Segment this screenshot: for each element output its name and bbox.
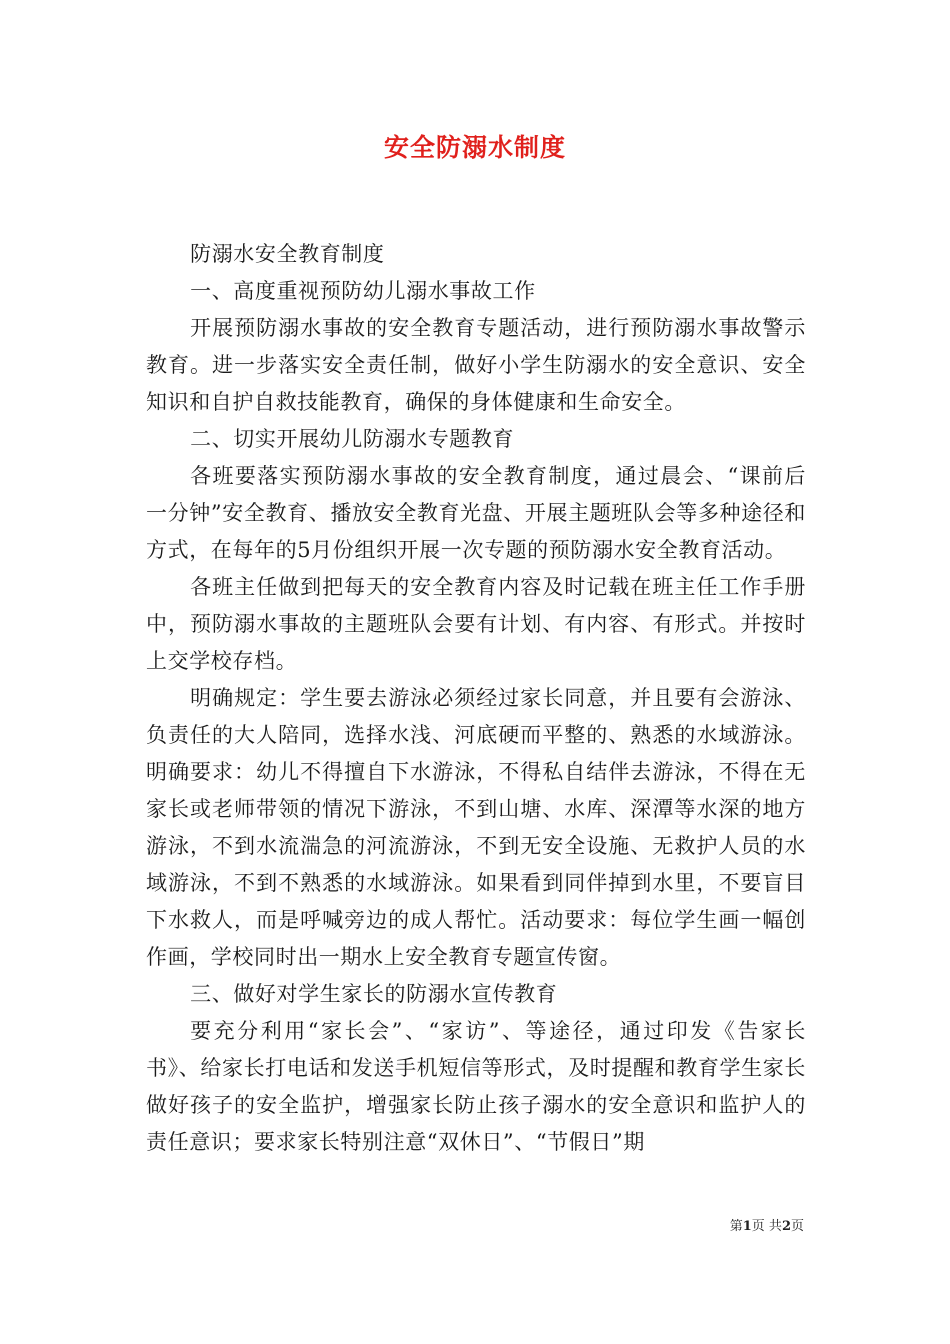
paragraph: 各班主任做到把每天的安全教育内容及时记载在班主任工作手册中，预防溺水事故的主题班队会要有计划、有内容、有形式。并按时上交学校存档。 <box>146 575 806 673</box>
paragraph: 明确规定：学生要去游泳必须经过家长同意，并且要有会游泳、负责任的大人陪同，选择水浅、河底硬而平整的、熟悉的水域游泳。明确要求：幼儿不得擅自下水游泳，不得私自结伴去游泳，不得在无家长或老师带领的情况下游泳，不到山塘、水库、深潭等水深的地方游泳，不到水流湍急的河流游泳，不到无安全设施、无救护人员的水域游泳，不到不熟悉的水域游泳。如果看到同伴掉到水里，不要盲目下水救人，而是呼喊旁边的成人帮忙。活动要求：每位学生画一幅创作画，学校同时出一期水上安全教育专题宣传窗。 <box>146 686 806 969</box>
paragraph: 要充分利用“家长会”、“家访”、等途径，通过印发《告家长书》、给家长打电话和发送手机短信等形式，及时提醒和教育学生家长做好孩子的安全监护，增强家长防止孩子溺水的安全意识和监护人的责任意识；要求家长特别注意“双休日”、“节假日”期 <box>146 1019 806 1154</box>
section-heading-1: 一、高度重视预防幼儿溺水事故工作 <box>190 279 536 303</box>
document-body <box>146 236 806 1161</box>
footer-prefix: 第 <box>729 1219 743 1234</box>
section-heading-2: 二、切实开展幼儿防溺水专题教育 <box>190 427 515 451</box>
paragraph: 各班要落实预防溺水事故的安全教育制度，通过晨会、“课前后一分钟”安全教育、播放安全教育光盘、开展主题班队会等多种途径和方式，在每年的5月份组织开展一次专题的预防溺水安全教育活动。 <box>146 464 806 562</box>
total-page-number: 2 <box>781 1219 791 1234</box>
page-number-footer <box>730 1218 804 1236</box>
current-page-number: 1 <box>742 1219 752 1234</box>
section-heading-3: 三、做好对学生家长的防溺水宣传教育 <box>190 982 558 1006</box>
paragraph-heading-intro: 防溺水安全教育制度 <box>190 242 385 266</box>
document-title: 安全防溺水制度 <box>383 133 566 162</box>
footer-middle: 页 共 <box>751 1219 782 1234</box>
paragraph: 开展预防溺水事故的安全教育专题活动，进行预防溺水事故警示教育。进一步落实安全责任制，做好小学生防溺水的安全意识、安全知识和自护自救技能教育，确保的身体健康和生命安全。 <box>146 316 806 414</box>
footer-suffix: 页 <box>790 1219 804 1234</box>
